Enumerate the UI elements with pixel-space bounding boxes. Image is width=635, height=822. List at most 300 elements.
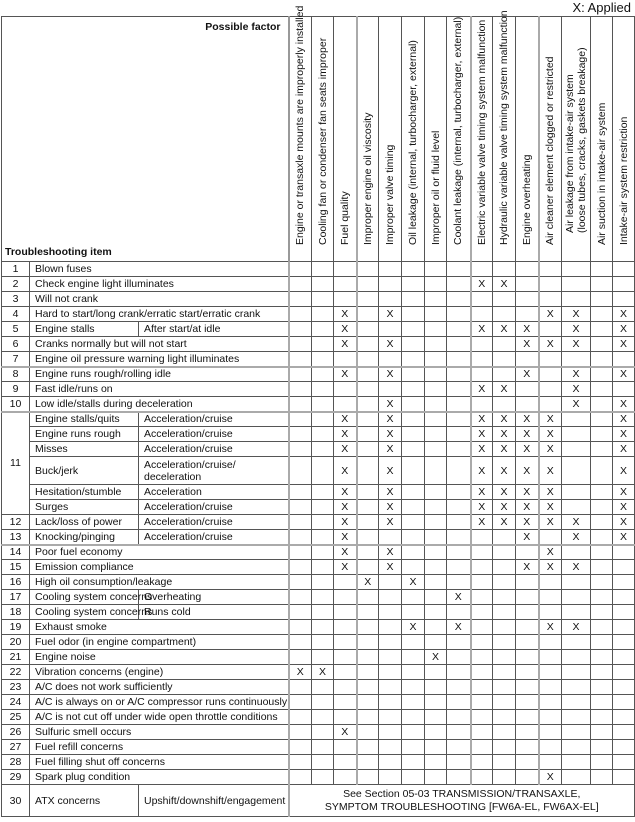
factor-cell	[289, 262, 312, 277]
factor-cell	[334, 710, 357, 725]
factor-cell	[402, 367, 425, 382]
factor-cell	[425, 307, 447, 322]
factor-cell	[312, 560, 334, 575]
factor-cell	[357, 725, 379, 740]
factor-cell	[289, 755, 312, 770]
factor-cell	[357, 605, 379, 620]
factor-cell	[402, 545, 425, 560]
applied-mark: X	[379, 485, 402, 500]
troubleshooting-item: Fuel odor (in engine compartment)	[30, 635, 289, 650]
factor-cell	[289, 725, 312, 740]
factor-cell	[357, 307, 379, 322]
factor-cell	[379, 382, 402, 397]
factor-cell	[357, 292, 379, 307]
factor-cell	[289, 620, 312, 635]
factor-cell	[402, 292, 425, 307]
table-row	[2, 605, 635, 620]
factor-cell	[425, 560, 447, 575]
table-row	[2, 292, 635, 307]
applied-mark: X	[334, 442, 357, 457]
factor-cell	[357, 397, 379, 412]
factor-cell	[539, 725, 562, 740]
table-row	[2, 262, 635, 277]
factor-cell	[447, 515, 471, 530]
factor-cell	[357, 665, 379, 680]
factor-cell	[425, 665, 447, 680]
factor-cell	[379, 755, 402, 770]
factor-cell	[312, 695, 334, 710]
factor-cell	[289, 457, 312, 485]
table-row	[2, 322, 635, 337]
factor-cell	[357, 740, 379, 755]
applied-mark: X	[539, 412, 562, 427]
factor-label: Air leakage from intake-air system (loose tubes, cracks, gaskets breakage)	[564, 47, 588, 233]
table-row	[2, 397, 635, 412]
factor-cell	[539, 262, 562, 277]
applied-mark: X	[334, 485, 357, 500]
applied-mark: X	[562, 337, 591, 352]
factor-cell	[402, 605, 425, 620]
troubleshooting-item: Cranks normally but will not start	[30, 337, 289, 352]
factor-cell	[334, 770, 357, 785]
applied-mark: X	[379, 412, 402, 427]
factor-cell	[591, 382, 613, 397]
item-condition: Acceleration/cruise	[139, 515, 289, 530]
factor-cell	[516, 307, 539, 322]
factor-cell	[516, 650, 539, 665]
applied-mark: X	[539, 485, 562, 500]
factor-cell	[312, 307, 334, 322]
factor-cell	[471, 397, 493, 412]
factor-cell	[539, 635, 562, 650]
troubleshooting-item: Engine stalls/quits	[30, 412, 139, 427]
factor-cell	[447, 262, 471, 277]
factor-cell	[516, 725, 539, 740]
troubleshooting-item: Lack/loss of power	[30, 515, 139, 530]
factor-cell	[334, 755, 357, 770]
table-row	[2, 457, 635, 485]
factor-cell	[516, 755, 539, 770]
factor-cell	[539, 367, 562, 382]
factor-cell	[289, 770, 312, 785]
factor-cell	[613, 262, 635, 277]
applied-mark: X	[379, 397, 402, 412]
row-number: 12	[2, 515, 30, 530]
factor-cell	[425, 590, 447, 605]
factor-cell	[447, 770, 471, 785]
factor-cell	[402, 530, 425, 545]
table-row	[2, 367, 635, 382]
factor-label: Hydraulic variable valve timing system malfunction	[498, 10, 510, 245]
applied-mark: X	[357, 575, 379, 590]
factor-cell	[539, 322, 562, 337]
factor-cell	[516, 710, 539, 725]
factor-cell	[357, 770, 379, 785]
factor-cell	[591, 545, 613, 560]
factor-cell	[591, 650, 613, 665]
factor-cell	[357, 695, 379, 710]
factor-cell	[357, 457, 379, 485]
factor-cell	[289, 590, 312, 605]
applied-mark: X	[334, 412, 357, 427]
item-condition: Runs cold	[139, 605, 289, 620]
factor-cell	[402, 262, 425, 277]
table-row	[2, 515, 635, 530]
factor-cell	[357, 650, 379, 665]
table-row	[2, 725, 635, 740]
factor-cell	[613, 277, 635, 292]
applied-mark: X	[334, 530, 357, 545]
applied-mark: X	[613, 397, 635, 412]
factor-cell	[312, 442, 334, 457]
factor-cell	[471, 650, 493, 665]
applied-mark: X	[562, 530, 591, 545]
factor-cell	[591, 307, 613, 322]
applied-mark: X	[613, 485, 635, 500]
factor-cell	[289, 560, 312, 575]
applied-mark: X	[613, 500, 635, 515]
factor-cell	[357, 352, 379, 367]
applied-mark: X	[334, 337, 357, 352]
applied-mark: X	[613, 322, 635, 337]
factor-cell	[357, 427, 379, 442]
factor-cell	[312, 412, 334, 427]
factor-cell	[613, 695, 635, 710]
factor-cell	[289, 277, 312, 292]
factor-cell	[471, 635, 493, 650]
factor-cell	[447, 650, 471, 665]
factor-cell	[493, 650, 516, 665]
applied-mark: X	[379, 442, 402, 457]
factor-cell	[379, 680, 402, 695]
applied-mark: X	[562, 322, 591, 337]
factor-cell	[493, 770, 516, 785]
applied-mark: X	[471, 485, 493, 500]
applied-mark: X	[613, 515, 635, 530]
factor-cell	[334, 397, 357, 412]
factor-cell	[379, 590, 402, 605]
applied-mark: X	[562, 620, 591, 635]
factor-cell	[289, 710, 312, 725]
row-number: 25	[2, 710, 30, 725]
factor-cell	[493, 725, 516, 740]
table-row	[2, 277, 635, 292]
factor-cell	[471, 367, 493, 382]
factor-cell	[471, 680, 493, 695]
applied-mark: X	[447, 590, 471, 605]
factor-cell	[516, 770, 539, 785]
factor-cell	[289, 397, 312, 412]
factor-cell	[312, 755, 334, 770]
troubleshooting-item: A/C is not cut off under wide open throttle conditions	[30, 710, 289, 725]
factor-cell	[562, 695, 591, 710]
factor-cell	[562, 710, 591, 725]
factor-cell	[379, 322, 402, 337]
applied-mark: X	[379, 367, 402, 382]
factor-cell	[471, 530, 493, 545]
factor-cell	[516, 635, 539, 650]
factor-cell	[613, 620, 635, 635]
factor-cell	[334, 740, 357, 755]
factor-cell	[402, 695, 425, 710]
factor-cell	[471, 590, 493, 605]
row-number: 3	[2, 292, 30, 307]
troubleshooting-item: Vibration concerns (engine)	[30, 665, 289, 680]
factor-header-4	[379, 17, 402, 262]
factor-cell	[379, 292, 402, 307]
factor-cell	[613, 352, 635, 367]
factor-cell	[334, 575, 357, 590]
factor-cell	[539, 650, 562, 665]
factor-cell	[613, 590, 635, 605]
table-row	[2, 620, 635, 635]
factor-cell	[289, 337, 312, 352]
factor-cell	[289, 530, 312, 545]
applied-mark: X	[334, 515, 357, 530]
factor-cell	[447, 680, 471, 695]
applied-mark: X	[493, 485, 516, 500]
factor-cell	[447, 560, 471, 575]
factor-cell	[447, 725, 471, 740]
factor-cell	[289, 322, 312, 337]
troubleshooting-item: Cooling system concerns	[30, 590, 139, 605]
factor-cell	[334, 352, 357, 367]
factor-cell	[591, 277, 613, 292]
factor-label: Cooling fan or condenser fan seats improper	[316, 37, 329, 245]
factor-cell	[562, 545, 591, 560]
applied-mark: X	[493, 412, 516, 427]
troubleshooting-item: Cooling system concerns	[30, 605, 139, 620]
applied-mark: X	[334, 560, 357, 575]
factor-cell	[402, 322, 425, 337]
factor-cell	[357, 710, 379, 725]
factor-cell	[591, 620, 613, 635]
applied-mark: X	[379, 515, 402, 530]
row-number: 21	[2, 650, 30, 665]
row-number: 26	[2, 725, 30, 740]
factor-cell	[312, 770, 334, 785]
factor-cell	[562, 575, 591, 590]
item-condition: Acceleration	[139, 485, 289, 500]
applied-mark: X	[562, 307, 591, 322]
factor-cell	[425, 262, 447, 277]
factor-label: Oil leakage (internal, turbocharger, external)	[407, 40, 419, 245]
factor-cell	[591, 457, 613, 485]
factor-cell	[471, 262, 493, 277]
factor-cell	[357, 545, 379, 560]
factor-cell	[447, 427, 471, 442]
factor-cell	[562, 635, 591, 650]
factor-cell	[379, 710, 402, 725]
factor-cell	[471, 560, 493, 575]
troubleshooting-item: Check engine light illuminates	[30, 277, 289, 292]
factor-cell	[379, 620, 402, 635]
factor-cell	[493, 680, 516, 695]
factor-cell	[493, 367, 516, 382]
factor-cell	[516, 605, 539, 620]
factor-cell	[447, 382, 471, 397]
factor-cell	[447, 292, 471, 307]
applied-mark: X	[562, 515, 591, 530]
factor-cell	[425, 442, 447, 457]
factor-cell	[471, 605, 493, 620]
applied-mark: X	[613, 530, 635, 545]
table-row	[2, 755, 635, 770]
factor-cell	[289, 635, 312, 650]
factor-cell	[425, 605, 447, 620]
applied-mark: X	[539, 457, 562, 485]
factor-cell	[447, 740, 471, 755]
table-row	[2, 485, 635, 500]
factor-cell	[493, 292, 516, 307]
applied-mark: X	[562, 397, 591, 412]
factor-cell	[471, 725, 493, 740]
factor-cell	[562, 485, 591, 500]
factor-label: Improper engine oil viscosity	[361, 112, 374, 245]
factor-cell	[289, 412, 312, 427]
troubleshooting-item: Fast idle/runs on	[30, 382, 289, 397]
applied-mark: X	[447, 620, 471, 635]
applied-mark: X	[471, 322, 493, 337]
factor-cell	[357, 515, 379, 530]
factor-cell	[447, 397, 471, 412]
factor-cell	[379, 530, 402, 545]
factor-cell	[425, 620, 447, 635]
troubleshooting-item: Buck/jerk	[30, 457, 139, 485]
troubleshooting-item: Engine runs rough/rolling idle	[30, 367, 289, 382]
factor-cell	[447, 367, 471, 382]
row-number: 29	[2, 770, 30, 785]
factor-cell	[334, 665, 357, 680]
troubleshooting-item: Exhaust smoke	[30, 620, 289, 635]
factor-cell	[402, 442, 425, 457]
factor-cell	[516, 277, 539, 292]
factor-cell	[425, 710, 447, 725]
factor-cell	[379, 352, 402, 367]
factor-cell	[447, 710, 471, 725]
applied-mark: X	[379, 457, 402, 485]
factor-cell	[591, 575, 613, 590]
factor-cell	[379, 262, 402, 277]
factor-cell	[562, 725, 591, 740]
factor-cell	[402, 427, 425, 442]
table-row	[2, 650, 635, 665]
factor-cell	[493, 635, 516, 650]
applied-mark: X	[539, 442, 562, 457]
factor-cell	[516, 382, 539, 397]
factor-cell	[425, 500, 447, 515]
factor-cell	[591, 635, 613, 650]
factor-cell	[379, 725, 402, 740]
factor-cell	[357, 442, 379, 457]
factor-cell	[493, 575, 516, 590]
factor-cell	[471, 292, 493, 307]
factor-cell	[357, 755, 379, 770]
factor-cell	[425, 485, 447, 500]
factor-label: Engine overheating	[520, 154, 533, 245]
troubleshooting-item: A/C is always on or A/C compressor runs continuously	[30, 695, 289, 710]
factor-label: Improper valve timing	[384, 144, 396, 245]
factor-cell	[562, 770, 591, 785]
troubleshooting-item: ATX concerns	[30, 785, 139, 817]
factor-cell	[562, 650, 591, 665]
item-condition: Acceleration/cruise	[139, 427, 289, 442]
factor-cell	[471, 545, 493, 560]
factor-cell	[402, 307, 425, 322]
applied-mark: X	[493, 500, 516, 515]
factor-cell	[613, 725, 635, 740]
factor-cell	[539, 530, 562, 545]
factor-cell	[379, 605, 402, 620]
factor-cell	[539, 575, 562, 590]
factor-cell	[402, 397, 425, 412]
row-number: 17	[2, 590, 30, 605]
applied-mark: X	[539, 307, 562, 322]
factor-cell	[289, 680, 312, 695]
factor-header-13	[591, 17, 613, 262]
troubleshooting-item: Sulfuric smell occurs	[30, 725, 289, 740]
applied-mark: X	[516, 515, 539, 530]
factor-cell	[289, 367, 312, 382]
factor-cell	[613, 710, 635, 725]
factor-cell	[562, 740, 591, 755]
factor-cell	[289, 605, 312, 620]
factor-header-3	[357, 17, 379, 262]
table-row	[2, 665, 635, 680]
troubleshooting-item: Blown fuses	[30, 262, 289, 277]
applied-mark: X	[562, 367, 591, 382]
factor-cell	[379, 740, 402, 755]
factor-cell	[402, 740, 425, 755]
factor-cell	[562, 680, 591, 695]
troubleshooting-item: Hesitation/stumble	[30, 485, 139, 500]
troubleshooting-item: Emission compliance	[30, 560, 289, 575]
factor-cell	[591, 442, 613, 457]
factor-cell	[493, 560, 516, 575]
factor-cell	[357, 262, 379, 277]
factor-cell	[591, 352, 613, 367]
factor-cell	[447, 277, 471, 292]
factor-cell	[425, 575, 447, 590]
legend-applied: X: Applied	[572, 0, 631, 15]
factor-cell	[357, 485, 379, 500]
factor-cell	[493, 620, 516, 635]
item-condition: After start/at idle	[139, 322, 289, 337]
factor-cell	[357, 412, 379, 427]
row-number: 20	[2, 635, 30, 650]
factor-cell	[312, 710, 334, 725]
factor-cell	[447, 545, 471, 560]
factor-cell	[516, 590, 539, 605]
applied-mark: X	[516, 442, 539, 457]
applied-mark: X	[516, 337, 539, 352]
factor-cell	[402, 725, 425, 740]
factor-cell	[312, 352, 334, 367]
item-condition: Acceleration/cruise	[139, 530, 289, 545]
row-number: 15	[2, 560, 30, 575]
factor-cell	[312, 292, 334, 307]
factor-cell	[591, 590, 613, 605]
table-row	[2, 560, 635, 575]
factor-cell	[402, 352, 425, 367]
applied-mark: X	[379, 307, 402, 322]
possible-factor-label: Possible factor	[205, 21, 281, 33]
factor-cell	[379, 575, 402, 590]
factor-cell	[447, 307, 471, 322]
factor-cell	[425, 427, 447, 442]
factor-cell	[334, 277, 357, 292]
troubleshooting-item: Hard to start/long crank/erratic start/erratic crank	[30, 307, 289, 322]
